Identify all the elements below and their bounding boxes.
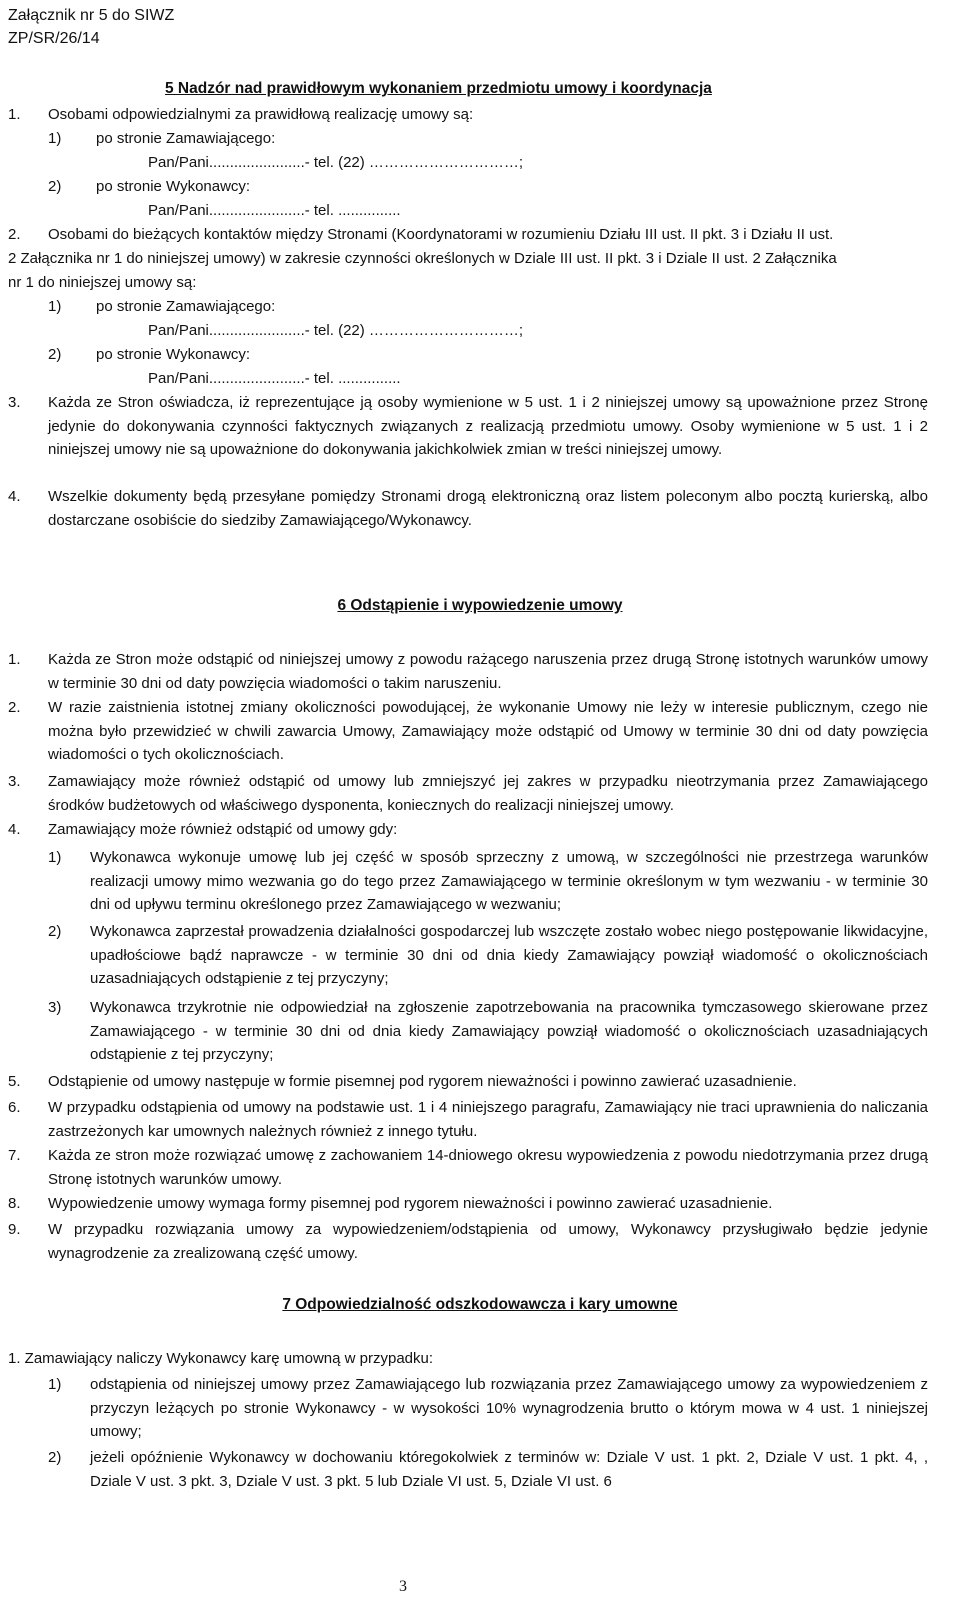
item-number: 8. <box>8 1195 21 1212</box>
paragraph-line: Osobami do bieżących kontaktów między Stronami (Koordynatorami w rozumieniu Działu III ust. II pkt. 3 i Działu II ust. <box>48 226 834 243</box>
item-number: 6. <box>8 1099 21 1116</box>
paragraph-line: nr 1 do niniejszej umowy są: <box>8 274 197 291</box>
subitem-text: odstąpienia od niniejszej umowy przez Zamawiającego lub rozwiązania przez Zamawiającego umowy za wypowiedzeniem z przyczyn leżących po stronie Wykonawcy - w wysokości 10% wynagrodzenia brutto o którym mowa w 4 ust. 1 niniejszej umowy; <box>90 1376 928 1440</box>
item-number: 3. <box>8 394 21 411</box>
paragraph: Wypowiedzenie umowy wymaga formy pisemnej pod rygorem nieważności i powinno zawierać uzasadnienie. <box>48 1195 773 1212</box>
paragraph: Każda ze Stron oświadcza, iż reprezentujące ją osoby wymienione w 5 ust. 1 i 2 niniejszej umowy są upoważnione przez Stronę jedynie do dokonywania czynności faktycznych związanych z realizacją przedmiotu umowy. Osoby wymienione w 5 ust. 1 i 2 niniejszej umowy nie są upoważnione do dokonywania jakichkolwiek zmian w treści niniejszej umowy. <box>48 394 928 458</box>
paragraph: 1. Zamawiający naliczy Wykonawcy karę umowną w przypadku: <box>8 1350 434 1367</box>
paragraph: Zamawiający może również odstąpić od umowy lub zmniejszyć jej zakres w przypadku nieotrzymania przez Zamawiającego środków budżetowych od właściwego dysponenta, koniecznych do realizacji niniejszej umowy. <box>48 773 928 814</box>
subitem-number: 1) <box>48 298 62 315</box>
header-case-number: ZP/SR/26/14 <box>8 30 100 47</box>
paragraph: W razie zaistnienia istotnej zmiany okoliczności powodującej, że wykonanie Umowy nie leży w interesie publicznym, czego nie można było przewidzieć w chwili zawarcia Umowy, Zamawiający może odstąpić od Umowy w terminie 30 dni od daty powzięcia wiadomości o tych okolicznościach. <box>48 699 928 763</box>
contact-line: Pan/Pani.......................- tel. (22) …………………………; <box>148 322 524 339</box>
subitem-text: po stronie Wykonawcy: <box>96 346 251 363</box>
item-number: 2. <box>8 226 21 243</box>
item-number: 2. <box>8 699 21 716</box>
subitem-number: 1) <box>48 1376 62 1393</box>
subitem-text: jeżeli opóźnienie Wykonawcy w dochowaniu któregokolwiek z terminów w: Dziale V ust. 1 pkt. 2, Dziale V ust. 1 pkt. 4, , Dziale V ust. 3 pkt. 3, Dziale V ust. 3 pkt. 5 lub Dziale VI ust. 5, Dziale VI ust. 6 <box>90 1449 928 1490</box>
section-7-title: 7 Odpowiedzialność odszkodowawcza i kary umowne <box>282 1296 678 1313</box>
item-number: 4. <box>8 488 21 505</box>
paragraph: Zamawiający może również odstąpić od umowy gdy: <box>48 821 398 838</box>
item-number: 9. <box>8 1221 21 1238</box>
subitem-text: po stronie Zamawiającego: <box>96 130 276 147</box>
subitem-number: 2) <box>48 178 62 195</box>
subitem-text: Wykonawca trzykrotnie nie odpowiedział na zgłoszenie zapotrzebowania na pracownika tymczasowego skierowane przez Zamawiającego - w terminie 30 dni od dnia kiedy Zamawiający powziął wiadomość o okolicznościach uzasadniających odstąpienie z tej przyczyny; <box>90 999 928 1063</box>
subitem-number: 2) <box>48 346 62 363</box>
contact-line: Pan/Pani.......................- tel. ............... <box>148 370 401 387</box>
paragraph: W przypadku rozwiązania umowy za wypowiedzeniem/odstąpienia od umowy, Wykonawcy przysługiwało będzie jedynie wynagrodzenie za zrealizowaną część umowy. <box>48 1221 928 1262</box>
item-number: 1. <box>8 651 21 668</box>
section-5-title: 5 Nadzór nad prawidłowym wykonaniem przedmiotu umowy i koordynacja <box>165 80 712 97</box>
item-number: 3. <box>8 773 21 790</box>
subitem-number: 2) <box>48 923 62 940</box>
paragraph: Wszelkie dokumenty będą przesyłane pomiędzy Stronami drogą elektroniczną oraz listem poleconym albo pocztą kurierską, albo dostarczane osobiście do siedziby Zamawiającego/Wykonawcy. <box>48 488 928 529</box>
contact-line: Pan/Pani.......................- tel. (22) …………………………; <box>148 154 524 171</box>
paragraph: Każda ze stron może rozwiązać umowę z zachowaniem 14-dniowego okresu wypowiedzenia z powodu niedotrzymania przez drugą Stronę istotnych warunków umowy. <box>48 1147 928 1188</box>
paragraph: Osobami odpowiedzialnymi za prawidłową realizację umowy są: <box>48 106 474 123</box>
subitem-number: 3) <box>48 999 62 1016</box>
subitem-text: po stronie Zamawiającego: <box>96 298 276 315</box>
paragraph: Każda ze Stron może odstąpić od niniejszej umowy z powodu rażącego naruszenia przez drugą Stronę istotnych warunków umowy w terminie 30 dni od daty powzięcia wiadomości o takim naruszeniu. <box>48 651 928 692</box>
subitem-number: 2) <box>48 1449 62 1466</box>
subitem-text: Wykonawca wykonuje umowę lub jej część w sposób sprzeczny z umową, w szczególności nie przestrzega warunków realizacji umowy mimo wezwania go do tego przez Zamawiającego w terminie określonym w tym wezwaniu - w terminie 30 dni od upływu terminu określonego przez Zamawiającego w wezwaniu; <box>90 849 928 913</box>
subitem-text: po stronie Wykonawcy: <box>96 178 251 195</box>
paragraph-line: 2 Załącznika nr 1 do niniejszej umowy) w zakresie czynności określonych w Dziale III ust. II pkt. 3 i Dziale II ust. 2 Załącznika <box>8 250 837 267</box>
page-number: 3 <box>399 1578 407 1595</box>
paragraph: W przypadku odstąpienia od umowy na podstawie ust. 1 i 4 niniejszego paragrafu, Zamawiający nie traci uprawnienia do naliczania zastrzeżonych kar umownych należnych również z innego tytułu. <box>48 1099 928 1140</box>
subitem-text: Wykonawca zaprzestał prowadzenia działalności gospodarczej lub wszczęte zostało wobec niego postępowanie likwidacyjne, upadłościowe bądź naprawcze - w terminie 30 dni od dnia kiedy Zamawiający powziął wiadomość o okolicznościach uzasadniających odstąpienie z tej przyczyny; <box>90 923 928 987</box>
subitem-number: 1) <box>48 849 62 866</box>
header-attachment: Załącznik nr 5 do SIWZ <box>8 7 175 24</box>
subitem-number: 1) <box>48 130 62 147</box>
item-number: 1. <box>8 106 21 123</box>
section-6-title: 6 Odstąpienie i wypowiedzenie umowy <box>337 597 623 614</box>
paragraph: Odstąpienie od umowy następuje w formie pisemnej pod rygorem nieważności i powinno zawierać uzasadnienie. <box>48 1073 797 1090</box>
contact-line: Pan/Pani.......................- tel. ............... <box>148 202 401 219</box>
item-number: 4. <box>8 821 21 838</box>
item-number: 7. <box>8 1147 21 1164</box>
item-number: 5. <box>8 1073 21 1090</box>
